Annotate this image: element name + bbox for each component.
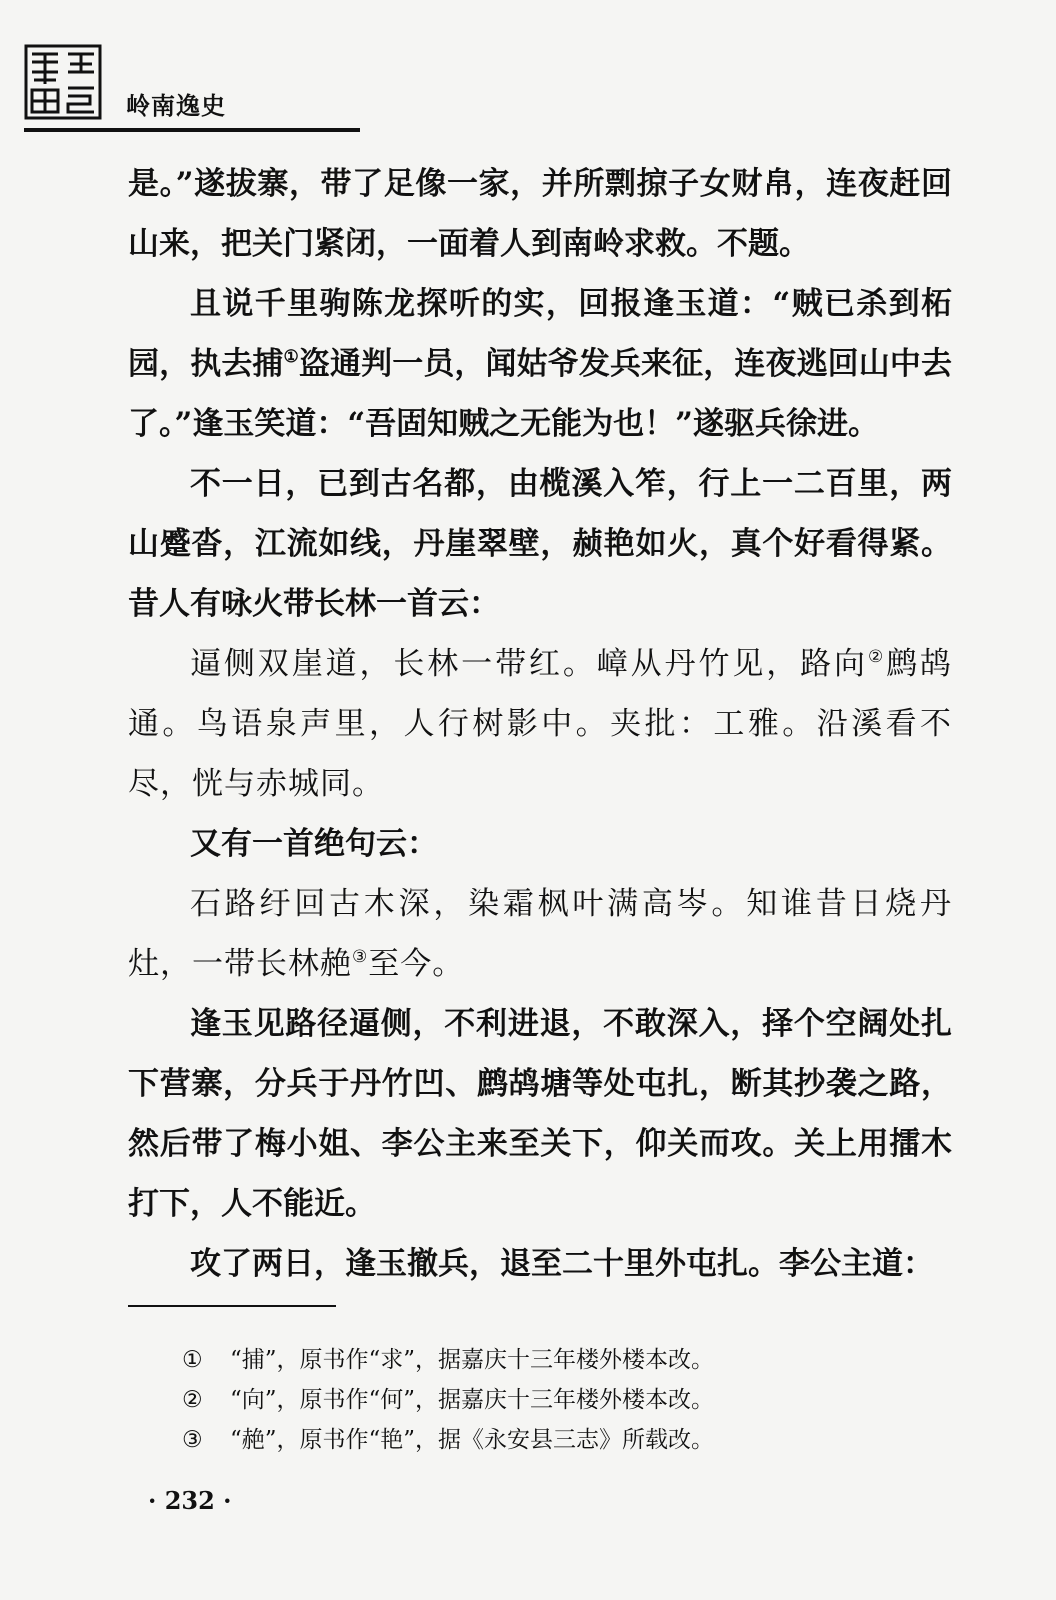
paragraph-4: 又有一首绝句云：	[190, 826, 438, 862]
footnote-1-text: “捕”，原书作“求”，据嘉庆十三年楼外楼本改。	[230, 1347, 715, 1373]
poem-2-part-2: 至今。	[368, 946, 465, 982]
footnote-1-mark: ①	[182, 1347, 203, 1373]
poem-2	[128, 874, 952, 994]
footnote-3	[182, 1420, 714, 1460]
footnote-2-mark: ②	[182, 1387, 203, 1413]
paragraph-2-part-2: 盗通判一员，闻姑爷发兵来征，连夜逃回山中去了。”逢玉笑道：“吾固知贼之无能为也！”遂驱兵徐进。	[128, 346, 953, 442]
page-number: · 232 ·	[148, 1486, 232, 1515]
footnote-2-text: “向”，原书作“何”，据嘉庆十三年楼外楼本改。	[230, 1387, 715, 1413]
header-rule	[24, 128, 360, 132]
footnote-marker-3[interactable]: ③	[352, 947, 369, 967]
running-title: 岭南逸史	[126, 92, 226, 120]
paragraph-5: 逢玉见路径逼侧，不利进退，不敢深入，择个空阔处扎下营寨，分兵于丹竹凹、鹧鸪塘等处屯扎，断其抄袭之路，然后带了梅小姐、李公主来至关下，仰关而攻。关上用擂木打下，人不能近。	[128, 1006, 952, 1222]
poem-1-part-1: 逼侧双崖道，长林一带红。嶂从丹竹见，路向	[190, 646, 868, 682]
paragraph-2-part-1: 且说千里驹陈龙探听的实，回报逢玉道：“贼已杀到柘园，执去捕	[128, 286, 952, 382]
paragraph-2	[128, 274, 952, 454]
paragraph-6: 攻了两日，逢玉撤兵，退至二十里外屯扎。李公主道：	[190, 1246, 934, 1282]
poem-1-part-2: 鹧鸪通。鸟语泉声里，人行树影中。夹批：工雅。沿溪看不尽，恍与赤城同。	[128, 646, 952, 802]
seal-stamp-icon	[24, 44, 102, 120]
footnote-rule	[128, 1305, 336, 1307]
poem-1	[128, 634, 952, 814]
paragraph-1: 是。”遂拔寨，带了足像一家，并所剽掠子女财帛，连夜赶回山来，把关门紧闭，一面着人到南岭求救。不题。	[128, 166, 952, 262]
poem-2-part-1: 石路纡回古木深，染霜枫叶满高岑。知谁昔日烧丹灶，一带长林赩	[128, 886, 952, 982]
footnote-3-text: “赩”，原书作“艳”，据《永安县三志》所载改。	[230, 1427, 715, 1453]
footnote-marker-1[interactable]: ①	[283, 347, 299, 367]
footnotes	[182, 1340, 714, 1460]
footnote-3-mark: ③	[182, 1427, 203, 1453]
footnote-1	[182, 1340, 714, 1380]
footnote-marker-2[interactable]: ②	[867, 647, 887, 667]
paragraph-3: 不一日，已到古名都，由榄溪入笮，行上一二百里，两山蹙沓，江流如线，丹崖翠壁，赪艳如火，真个好看得紧。昔人有咏火带长林一首云：	[128, 466, 952, 622]
footnote-2	[182, 1380, 714, 1420]
body-text	[128, 154, 952, 1294]
